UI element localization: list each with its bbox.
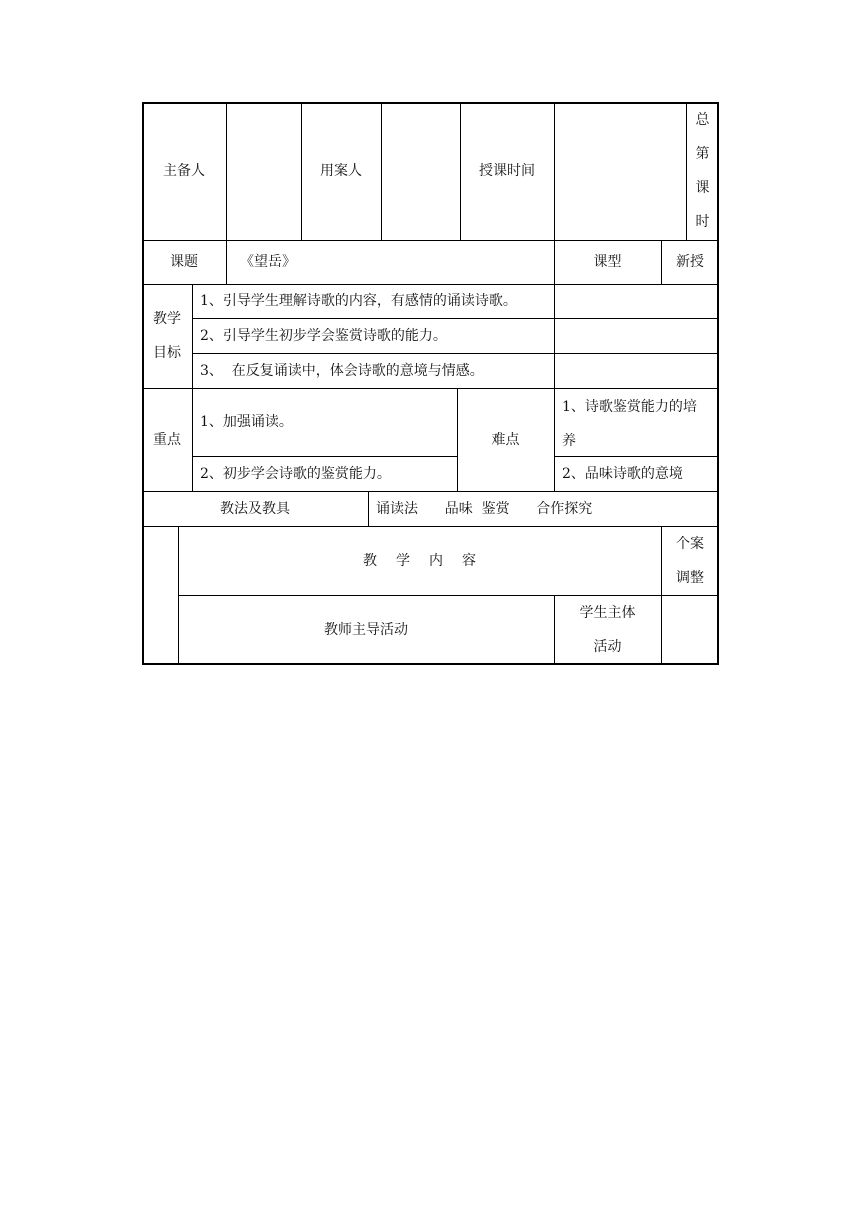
- student-activity-label: [554, 595, 661, 665]
- focus-item: 2、初步学会诗歌的鉴赏能力。: [200, 465, 391, 482]
- content-title: 教学内容: [363, 552, 495, 569]
- case-adjustment-label: [661, 526, 719, 595]
- lesson-type-value: 新授: [676, 254, 704, 270]
- methods-label: 教法及教具: [220, 500, 290, 517]
- objectives-label-line: 目标: [153, 345, 181, 361]
- topic-label: 课题: [170, 254, 198, 270]
- preparer-label: 主备人: [163, 163, 205, 179]
- case-adjustment-line: 调整: [676, 569, 704, 586]
- focus-item: 1、加强诵读。: [200, 414, 293, 430]
- total-lesson-char: 时: [695, 214, 710, 230]
- difficulty-label: 难点: [491, 431, 520, 448]
- objective-item: 2、引导学生初步学会鉴赏诗歌的能力。: [200, 327, 447, 344]
- total-lesson-char: 总: [695, 112, 710, 128]
- teacher-activity-label: 教师主导活动: [324, 622, 408, 638]
- objectives-label-line: 教学: [153, 311, 181, 327]
- student-activity-line: 活动: [593, 639, 622, 655]
- difficulty-item-line: 1、诗歌鉴赏能力的培: [562, 399, 697, 415]
- user-label: 用案人: [320, 163, 362, 179]
- col-divider: [381, 102, 382, 240]
- lesson-plan-table: [142, 102, 719, 665]
- lesson-time-label: 授课时间: [479, 163, 535, 179]
- methods-value: 诵读法 品味 鉴赏 合作探究: [376, 500, 593, 517]
- total-lesson-label: [686, 102, 719, 240]
- total-lesson-char: 课: [695, 180, 710, 196]
- objective-item: 1、引导学生理解诗歌的内容，有感情的诵读诗歌。: [200, 293, 517, 309]
- difficulty-item: 2、品味诗歌的意境: [562, 465, 683, 482]
- objectives-label: [142, 284, 192, 388]
- topic-value: 《望岳》: [240, 254, 296, 270]
- case-adjustment-line: 个案: [676, 535, 704, 552]
- difficulty-item: [554, 390, 719, 456]
- objective-item: 3、 在反复诵读中，体会诗歌的意境与情感。: [200, 362, 484, 379]
- difficulty-item-line: 养: [562, 433, 576, 449]
- lesson-type-label: 课型: [593, 254, 622, 270]
- col-divider: [226, 102, 227, 284]
- total-lesson-char: 第: [695, 146, 710, 162]
- focus-label: 重点: [153, 431, 181, 448]
- student-activity-line: 学生主体: [579, 605, 636, 621]
